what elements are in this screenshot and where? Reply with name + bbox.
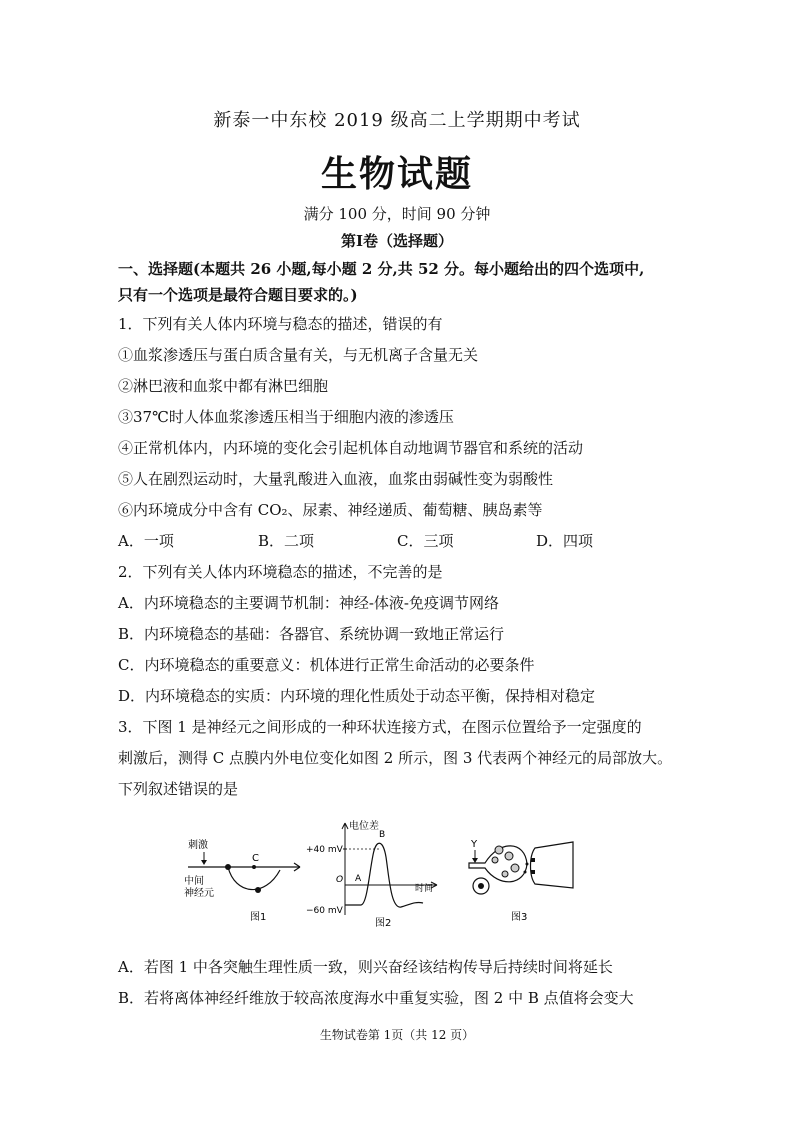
figure-1-stimulus-label: 刺激 [188, 840, 208, 851]
page-footer: 生物试卷第 1页（共 12 页） [319, 1028, 475, 1042]
question-1-item: ⑥内环境成分中含有 CO₂、尿素、神经递质、葡萄糖、胰岛素等 [118, 501, 543, 519]
question-1-option-d: D．四项 [536, 532, 594, 550]
question-1-option-a: A．一项 [118, 532, 174, 550]
volume-heading: 第Ⅰ卷（选择题） [340, 232, 454, 250]
figure-1-point-c: C [252, 853, 259, 864]
figure-2-y-label: 电位差 [349, 821, 379, 832]
figure-1-caption: 图1 [250, 912, 267, 923]
question-2-option-d: D．内环境稳态的实质：内环境的理化性质处于动态平衡，保持相对稳定 [118, 687, 596, 705]
figure-2-point-a: A [355, 874, 362, 884]
question-1-item: ⑤人在剧烈运动时，大量乳酸进入血液，血浆由弱碱性变为弱酸性 [118, 470, 554, 488]
figure-2-origin: O [336, 875, 344, 885]
score-time-line: 满分 100 分，时间 90 分钟 [303, 205, 491, 223]
figure-1-neuron-body [225, 864, 231, 870]
question-2-option-b: B．内环境稳态的基础：各器官、系统协调一致地正常运行 [118, 625, 505, 643]
figure-2-y-top-tick: +40 mV [306, 845, 343, 855]
figure-2-y-bottom-tick: −60 mV [306, 906, 343, 916]
figure-1-middle-label-2: 神经元 [184, 888, 214, 899]
section-instruction-line1: 一、选择题(本题共 26 小题,每小题 2 分,共 52 分。每小题给出的四个选项中, [118, 260, 645, 278]
question-1-option-b: B．二项 [258, 532, 315, 550]
figure-2-caption: 图2 [375, 918, 392, 929]
question-1-item: ④正常机体内，内环境的变化会引起机体自动地调节器官和系统的活动 [118, 439, 584, 457]
figure-3-caption: 图3 [511, 912, 528, 923]
question-1-stem: 1．下列有关人体内环境与稳态的描述，错误的有 [118, 315, 443, 333]
question-2-option-c: C．内环境稳态的重要意义：机体进行正常生命活动的必要条件 [118, 656, 535, 674]
question-3-option-a: A．若图 1 中各突触生理性质一致，则兴奋经该结构传导后持续时间将延长 [118, 958, 613, 976]
figure-1-neuron-body [255, 887, 261, 893]
figure-2-membrane-potential-graph [305, 815, 455, 930]
question-1-item: ①血浆渗透压与蛋白质含量有关，与无机离子含量无关 [118, 346, 479, 364]
figure-1-neuron-ring [180, 830, 315, 930]
figure-1-middle-label-1: 中间 [184, 876, 204, 887]
question-2-stem: 2．下列有关人体内环境稳态的描述，不完善的是 [118, 563, 443, 581]
figure-3-postsynaptic-membrane [531, 842, 574, 888]
section-instruction-line2: 只有一个选项是最符合题目要求的。) [118, 286, 358, 304]
question-3-option-b: B．若将离体神经纤维放于较高浓度海水中重复实验，图 2 中 B 点值将会变大 [118, 989, 634, 1007]
question-3-stem-line1: 3．下图 1 是神经元之间形成的一种环状连接方式，在图示位置给予一定强度的 [118, 718, 642, 736]
subject-title: 生物试题 [320, 153, 473, 195]
question-3-stem-line3: 下列叙述错误的是 [118, 780, 239, 798]
question-3-stem-line2: 刺激后，测得 C 点膜内外电位变化如图 2 所示，图 3 代表两个神经元的局部放大。 [118, 749, 673, 767]
question-1-option-c: C．三项 [397, 532, 454, 550]
question-2-option-a: A．内环境稳态的主要调节机制：神经-体液-免疫调节网络 [118, 594, 499, 612]
question-1-item: ③37℃时人体血浆渗透压相当于细胞内液的渗透压 [118, 408, 454, 426]
question-1-item: ②淋巴液和血浆中都有淋巴细胞 [118, 377, 329, 395]
figure-3-synapse [465, 830, 580, 930]
figure-3-label-y: Y [471, 839, 478, 850]
figure-2-x-label: 时间 [415, 884, 434, 894]
figure-2-point-b: B [379, 830, 386, 840]
exam-title: 新泰一中东校 2019 级高二上学期期中考试 [213, 110, 581, 131]
